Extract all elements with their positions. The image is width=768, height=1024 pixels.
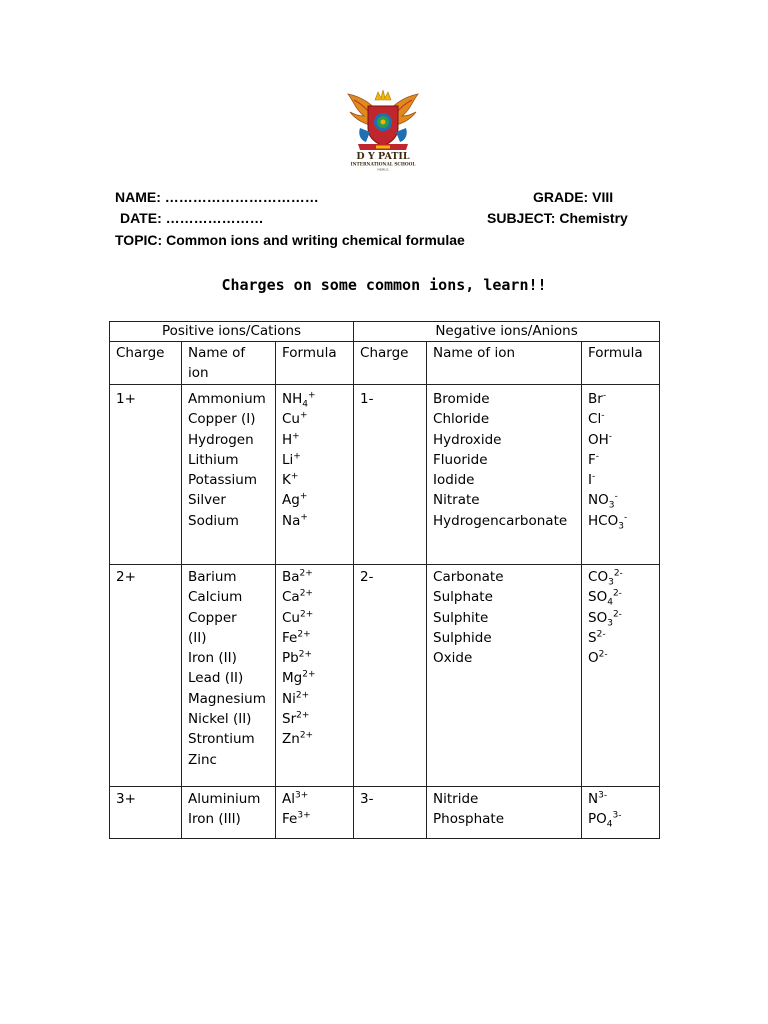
ion-formula: OH-	[588, 431, 613, 448]
ion-name: Phosphate	[433, 811, 505, 828]
ion-formula: I-	[588, 471, 596, 489]
ion-formula: Cu+	[282, 410, 308, 428]
ion-name: Strontium	[188, 731, 255, 748]
negative-charge-cell: 3-	[354, 787, 427, 839]
topic-label: TOPIC: Common ions and writing chemical formulae	[115, 232, 465, 248]
negative-charge-cell: 1-	[354, 385, 427, 565]
ion-name: Iron (III)	[188, 811, 241, 828]
ion-formula: H+	[282, 431, 300, 448]
positive-formulas-cell	[276, 787, 354, 839]
ion-name: Zinc	[188, 751, 217, 768]
ion-formula: Br-	[588, 390, 607, 407]
column-header-row	[110, 342, 660, 385]
ion-name: (II)	[188, 629, 207, 646]
ion-formula: Cl-	[588, 410, 605, 428]
positive-charge-cell: 2+	[110, 565, 182, 787]
ion-name: Nitride	[433, 791, 479, 807]
positive-charge-cell: 1+	[110, 385, 182, 565]
ion-formula: Ag+	[282, 491, 308, 509]
ion-name: Magnesium	[188, 690, 266, 707]
ion-formula: F-	[588, 451, 600, 468]
negative-names-cell	[427, 565, 582, 787]
negative-charge-cell: 2-	[354, 565, 427, 787]
ion-name: Hydrogen	[188, 431, 254, 448]
negative-formulas-cell	[582, 787, 660, 839]
table-row	[110, 565, 660, 787]
table-row	[110, 787, 660, 839]
ion-formula: $Ni^{2+}$	[282, 690, 310, 707]
ion-name: Hydrogencarbonate	[433, 512, 568, 529]
ion-name: Silver	[188, 492, 226, 509]
ion-formula: $Zn^{2+}$	[282, 730, 314, 748]
ion-name: Fluoride	[433, 451, 488, 468]
ion-name: Bromide	[433, 391, 490, 407]
ion-name: Copper (I)	[188, 411, 256, 428]
ion-formula: $S^{2-}$	[588, 629, 606, 646]
ion-formula: $HCO_3^-$	[588, 512, 628, 532]
table-row	[110, 385, 660, 565]
ion-name: Chloride	[433, 411, 490, 428]
ion-formula: $Al^{3+}$	[282, 790, 309, 807]
school-name: D Y PATIL	[356, 151, 410, 162]
negative-names-cell	[427, 787, 582, 839]
ions-table	[109, 321, 660, 839]
ion-name: Iodide	[433, 472, 475, 489]
ion-name: Sulphite	[433, 609, 489, 626]
ion-name: Nickel (II)	[188, 711, 252, 728]
ion-formula: Li+	[282, 451, 301, 468]
ion-formula: $Mg^{2+}$	[282, 669, 316, 687]
ion-formula: $Sr^{2+}$	[282, 710, 310, 728]
ion-name: Nitrate	[433, 492, 480, 509]
ion-formula: $Ca^{2+}$	[282, 588, 313, 606]
school-subname: INTERNATIONAL SCHOOL	[350, 162, 416, 168]
ion-name: Carbonate	[433, 569, 504, 585]
positive-charge-cell: 3+	[110, 787, 182, 839]
ion-name: Ammonium	[188, 391, 266, 407]
subject-label: SUBJECT: Chemistry	[487, 210, 628, 226]
ion-name: Copper	[188, 609, 237, 626]
negative-formulas-cell	[582, 385, 660, 565]
ion-formula: $Pb^{2+}$	[282, 649, 312, 667]
positive-names-cell	[182, 787, 276, 839]
ion-formula: $SO_4^{2-}$	[588, 588, 622, 608]
ion-name: Sulphate	[433, 589, 493, 606]
ion-name: Lead (II)	[188, 670, 244, 687]
ion-name: Aluminium	[188, 791, 261, 807]
ion-formula: K+	[282, 471, 299, 489]
negative-ions-header: Negative ions/Anions	[354, 322, 660, 342]
ion-formula: $Fe^{2+}$	[282, 629, 311, 646]
ion-name: Lithium	[188, 451, 239, 468]
grade-label: GRADE: VIII	[533, 189, 614, 205]
ion-name: Iron (II)	[188, 650, 237, 667]
ion-formula: $Ba^{2+}$	[282, 568, 313, 585]
ion-formula: $CO_3^{2-}$	[588, 568, 623, 588]
positive-formulas-cell	[276, 565, 354, 787]
ion-name: Calcium	[188, 589, 243, 606]
col-header-name: Name of ion	[427, 342, 582, 385]
name-field-label: NAME: ……………………………	[115, 189, 319, 205]
ion-formula: $SO_3^{2-}$	[588, 609, 622, 629]
ion-formula: Na+	[282, 512, 308, 529]
negative-formulas-cell	[582, 565, 660, 787]
ion-formula: $Fe^{3+}$	[282, 810, 311, 828]
positive-formulas-cell	[276, 385, 354, 565]
ion-formula: $N^{3-}$	[588, 790, 608, 807]
worksheet-subtitle: Charges on some common ions, learn!!	[221, 276, 547, 294]
ion-formula: $Cu^{2+}$	[282, 609, 314, 626]
ion-name: Potassium	[188, 472, 258, 489]
ion-name: Sulphide	[433, 629, 492, 646]
col-header-charge: Charge	[110, 342, 182, 385]
date-field-label: DATE: …………………	[120, 210, 264, 226]
school-place: NERUL	[377, 167, 389, 172]
group-header-row	[110, 322, 660, 342]
positive-names-cell	[182, 565, 276, 787]
ion-formula: $PO_4^{3-}$	[588, 810, 622, 830]
ion-name: Hydroxide	[433, 431, 502, 448]
col-header-name: Name of ion	[182, 342, 276, 385]
ion-name: Oxide	[433, 650, 473, 667]
col-header-formula: Formula	[276, 342, 354, 385]
ion-formula: $NO_3^-$	[588, 491, 618, 512]
col-header-charge: Charge	[354, 342, 427, 385]
ion-formula: $NH_4^+$	[282, 390, 316, 410]
ion-name: Sodium	[188, 512, 239, 529]
school-logo	[346, 88, 420, 172]
positive-names-cell	[182, 385, 276, 565]
col-header-formula: Formula	[582, 342, 660, 385]
negative-names-cell	[427, 385, 582, 565]
ion-formula: $O^{2-}$	[588, 649, 608, 667]
ion-name: Barium	[188, 569, 237, 585]
positive-ions-header: Positive ions/Cations	[110, 322, 354, 342]
